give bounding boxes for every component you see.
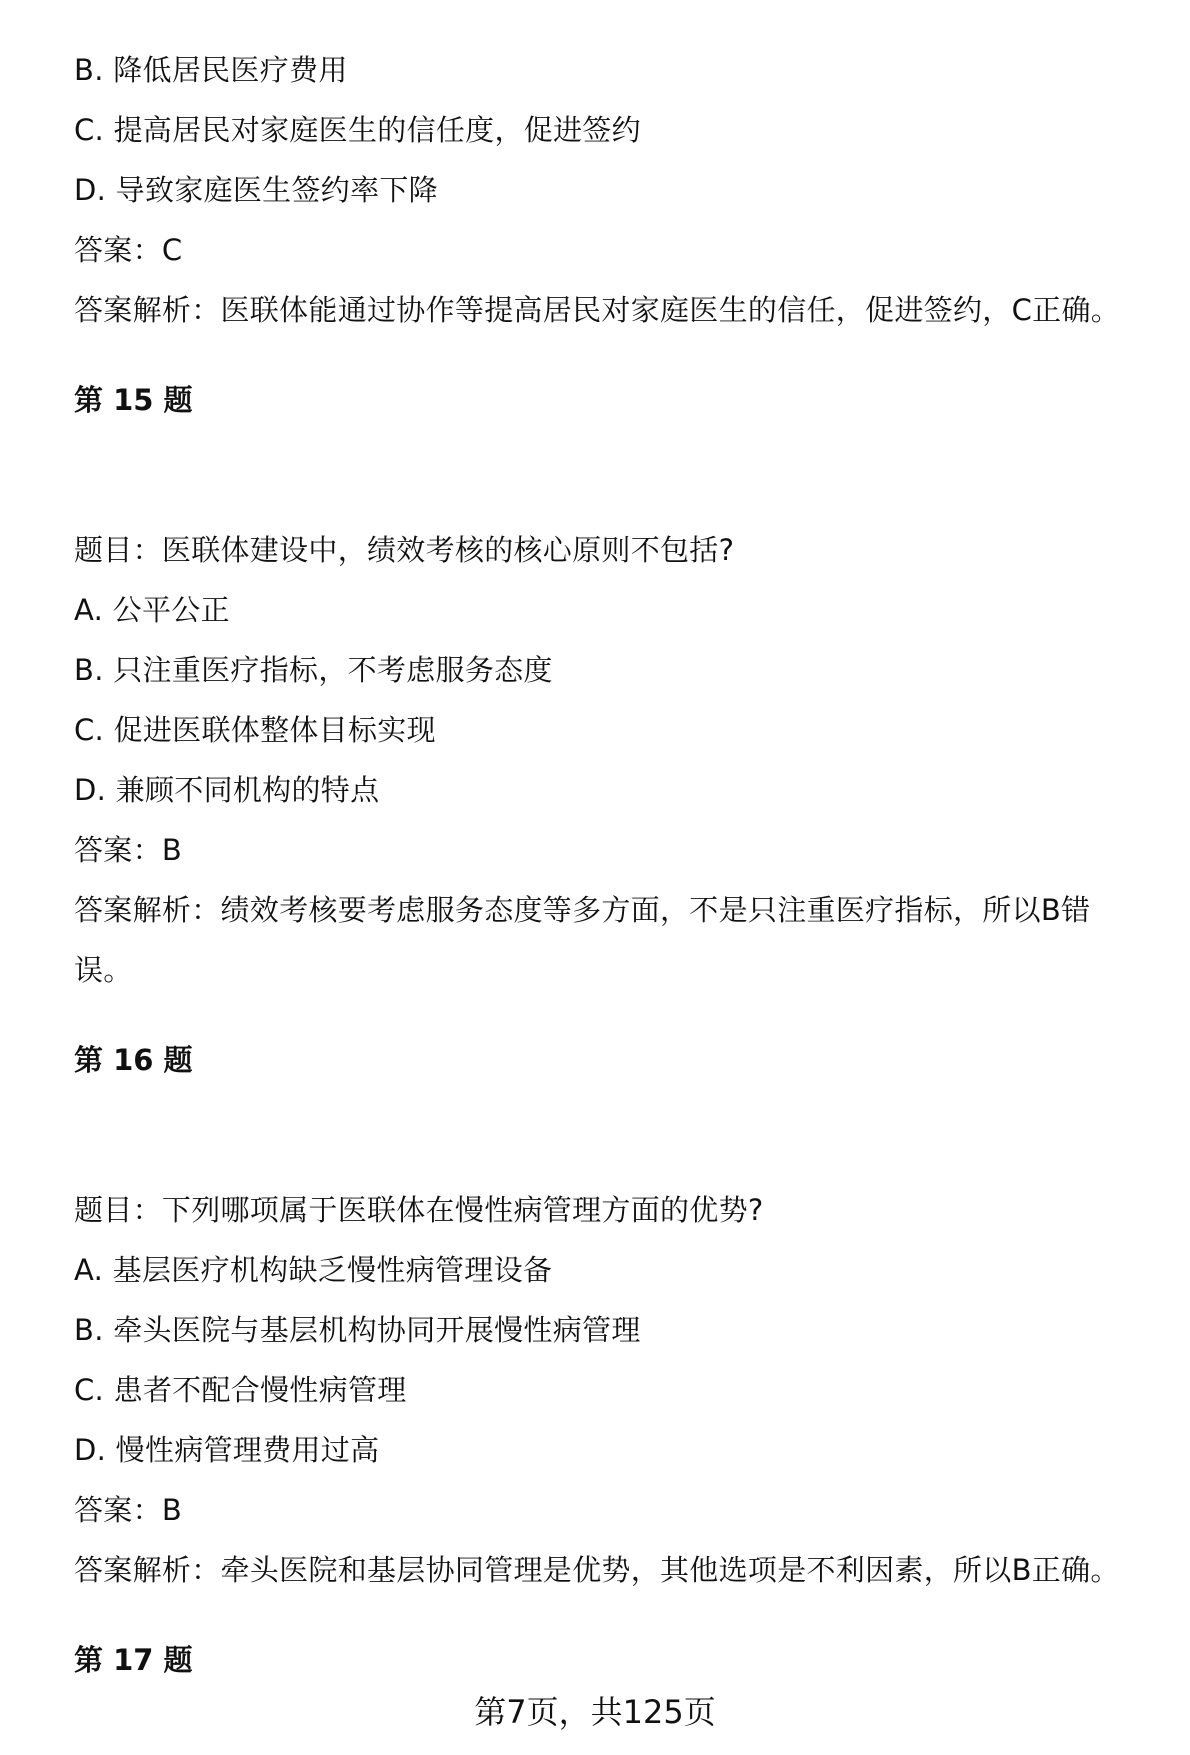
q14-answer: 答案：C (74, 233, 183, 267)
q15-option-c: C. 促进医联体整体目标实现 (74, 713, 436, 747)
page-indicator: 第7页，共125页 (474, 1693, 716, 1731)
q15-option-a: A. 公平公正 (74, 593, 230, 627)
q17-heading: 第 17 题 (74, 1643, 193, 1677)
q14-option-c: C. 提高居民对家庭医生的信任度，促进签约 (74, 113, 641, 147)
q16-option-a: A. 基层医疗机构缺乏慢性病管理设备 (74, 1253, 553, 1287)
q14-option-d: D. 导致家庭医生签约率下降 (74, 173, 438, 207)
q15-option-b: B. 只注重医疗指标，不考虑服务态度 (74, 653, 553, 687)
q16-question: 题目：下列哪项属于医联体在慢性病管理方面的优势? (74, 1193, 764, 1227)
q16-option-b: B. 牵头医院与基层机构协同开展慢性病管理 (74, 1313, 641, 1347)
q15-heading: 第 15 题 (74, 383, 193, 417)
q15-question: 题目：医联体建设中，绩效考核的核心原则不包括? (74, 533, 735, 567)
q15-answer: 答案：B (74, 833, 183, 867)
q16-answer: 答案：B (74, 1493, 183, 1527)
q14-explanation: 答案解析：医联体能通过协作等提高居民对家庭医生的信任，促进签约，C正确。 (74, 293, 1121, 327)
q15-explanation: 答案解析：绩效考核要考虑服务态度等多方面，不是只注重医疗指标，所以B错误。 (74, 893, 1091, 987)
q15-option-d: D. 兼顾不同机构的特点 (74, 773, 380, 807)
q14-option-b: B. 降低居民医疗费用 (74, 53, 348, 87)
q16-heading: 第 16 题 (74, 1043, 193, 1077)
q16-option-c: C. 患者不配合慢性病管理 (74, 1373, 407, 1407)
q16-option-d: D. 慢性病管理费用过高 (74, 1433, 380, 1467)
q16-explanation: 答案解析：牵头医院和基层协同管理是优势，其他选项是不利因素，所以B正确。 (74, 1553, 1120, 1587)
